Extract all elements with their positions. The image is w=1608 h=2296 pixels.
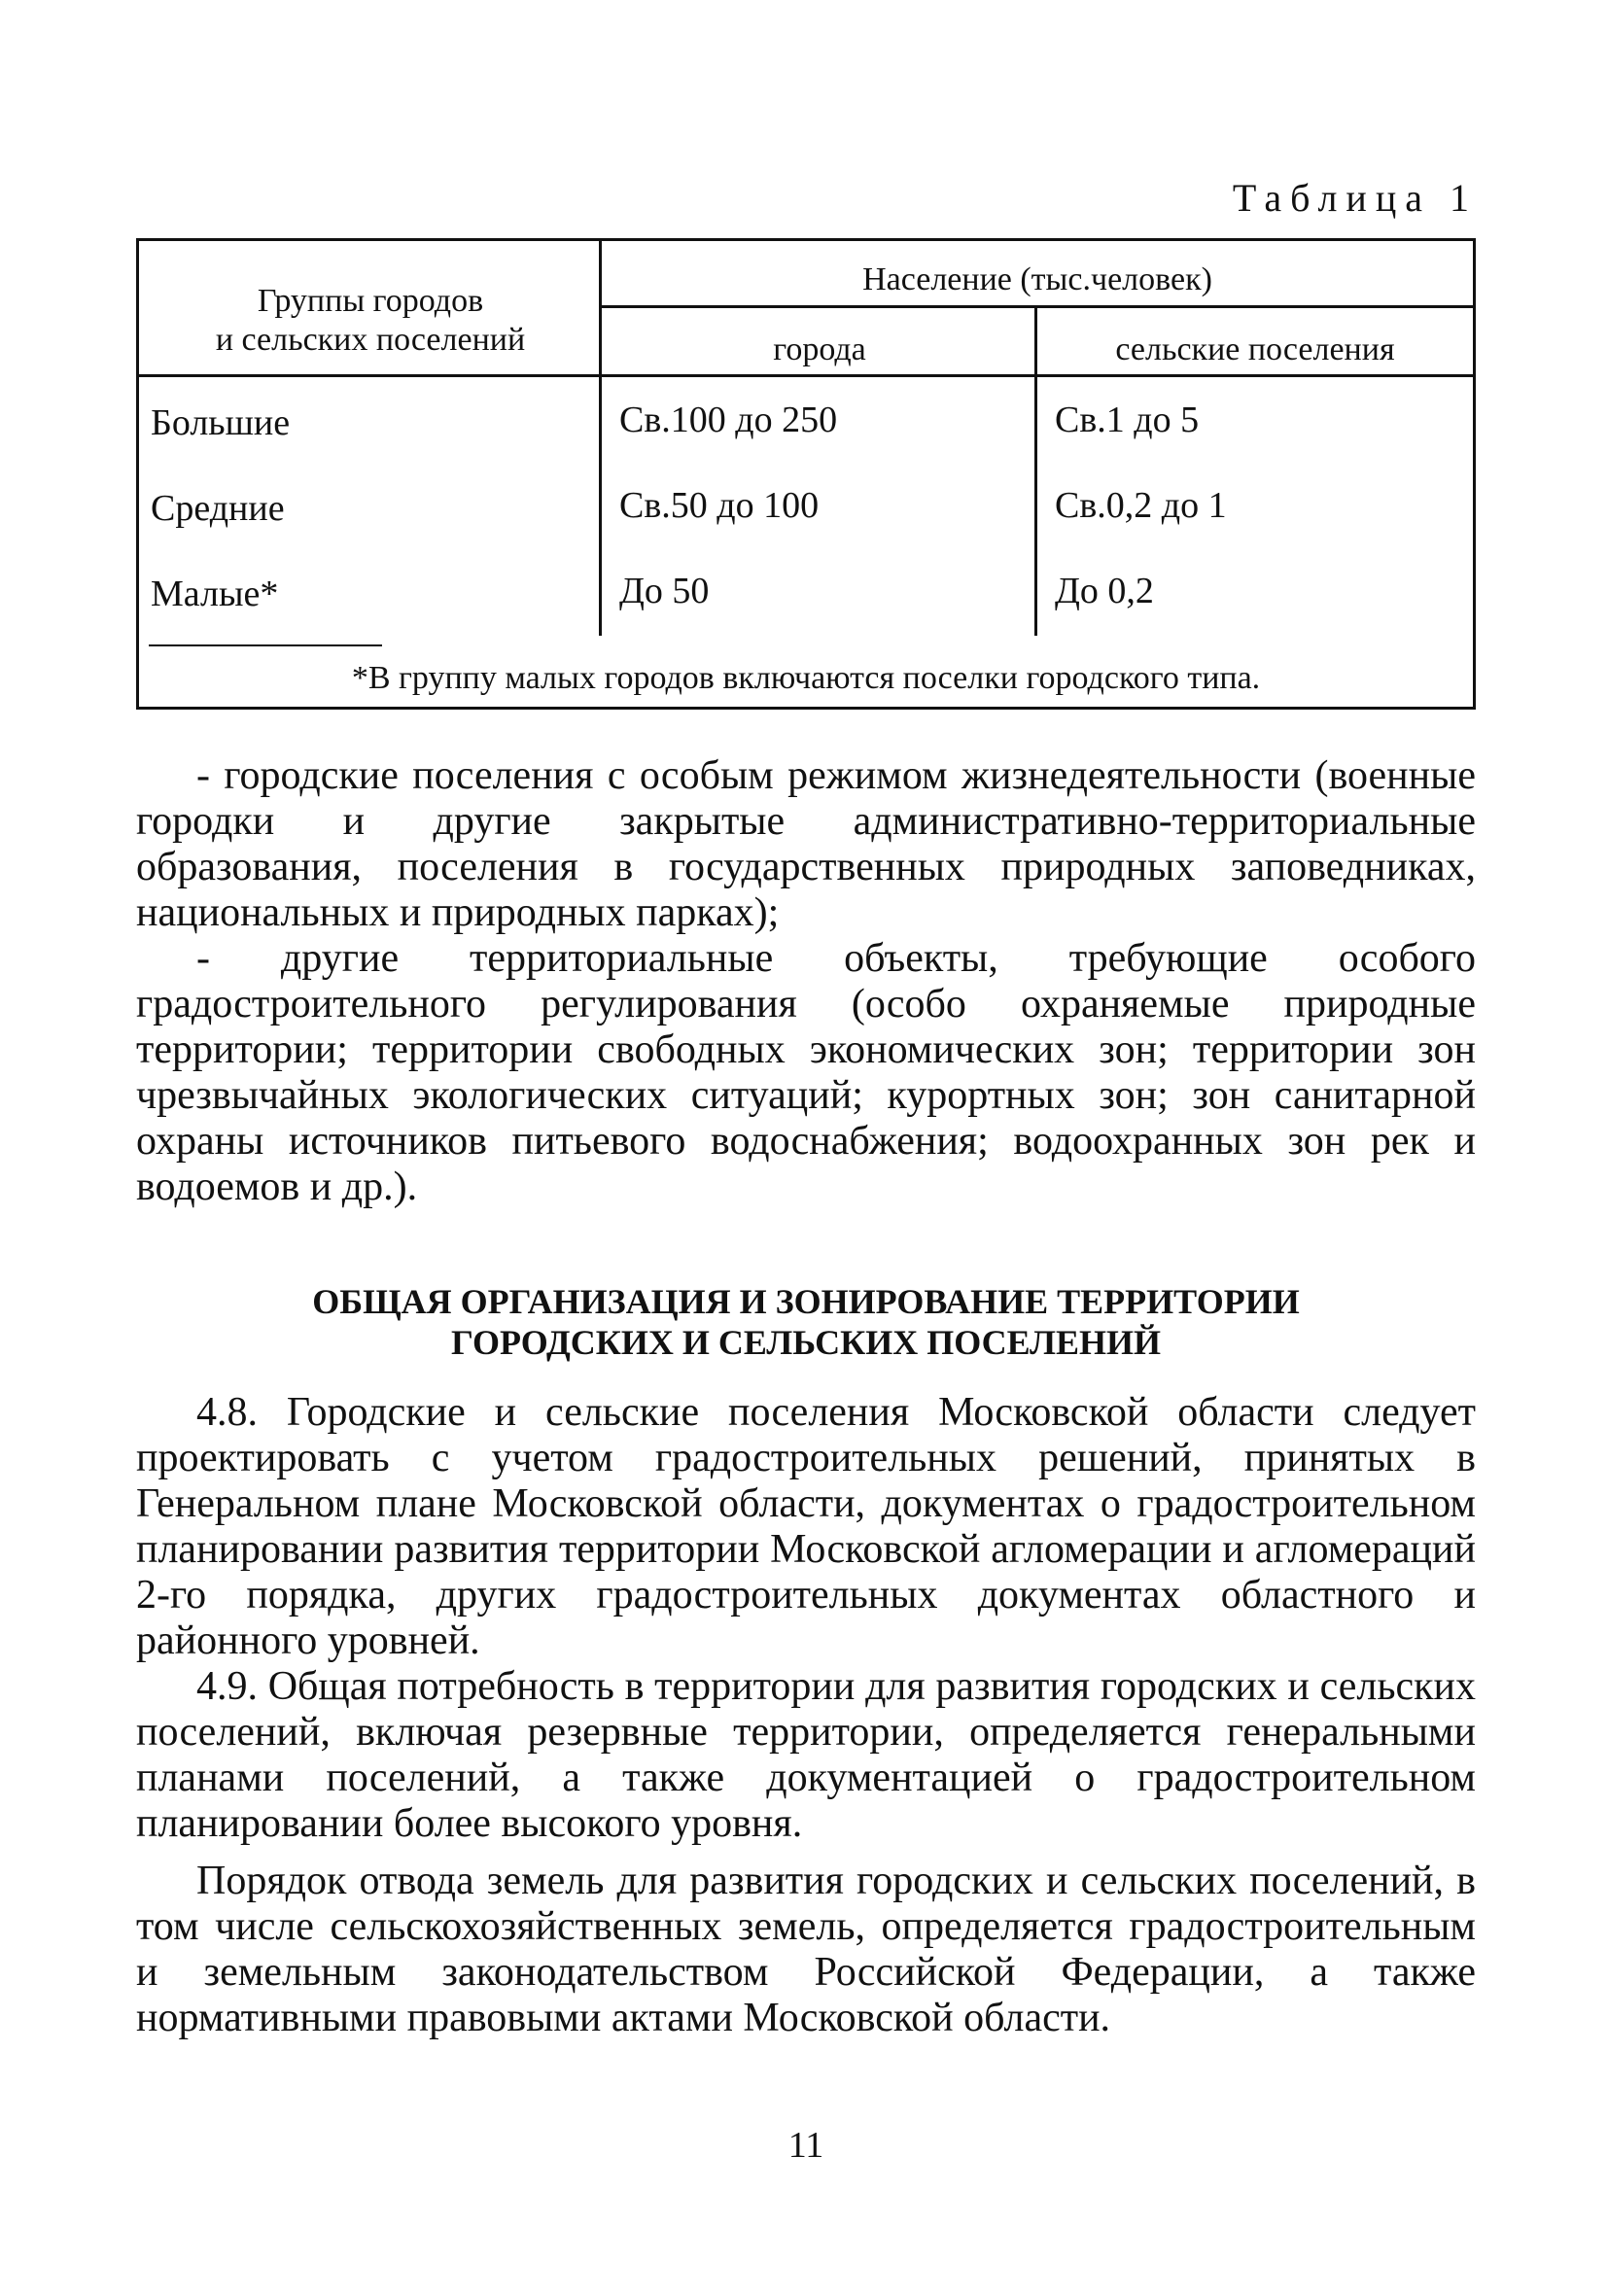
body-text-bottom xyxy=(136,1390,1476,2041)
table-divider xyxy=(599,490,602,636)
header-groups xyxy=(139,282,602,360)
table-cell-group: Средние xyxy=(151,488,285,529)
header-population: Население (тыс.человек) xyxy=(862,261,1212,297)
page-number: 11 xyxy=(787,2125,824,2166)
section-heading-line1: ОБЩАЯ ОРГАНИЗАЦИЯ И ЗОНИРОВАНИЕ ТЕРРИТОРИИ xyxy=(312,1282,1300,1321)
table-divider xyxy=(599,305,1473,308)
header-groups-line2: и сельских поселений xyxy=(215,322,526,358)
body-text-top xyxy=(136,753,1476,1210)
paragraph: - другие территориальные объекты, требующие особого градостроительного регулирования (особо охраняемые природные территории; территории свободных экономических зон; территории зон чрезвычайных экологических ситуаций; курортных зон; зон санитарной охраны источников питьевого водоснабжения; водоохранных зон рек и водоемов и др.). xyxy=(136,936,1476,1209)
header-groups-line1: Группы городов xyxy=(257,283,484,319)
header-cities: города xyxy=(773,331,866,367)
table-caption: Таблица 1 xyxy=(1232,176,1478,220)
table-cell-group: Малые* xyxy=(151,574,279,614)
paragraph: 4.9. Общая потребность в территории для развития городских и сельских поселений, включая резервные территории, определяется генеральными планами поселений, а также документацией о градостроительном планировании более высокого уровня. xyxy=(136,1664,1476,1846)
table-cell-group: Большие xyxy=(151,402,291,443)
table-cell-cities: Св.50 до 100 xyxy=(619,485,820,526)
footnote-rule xyxy=(149,644,382,646)
paragraph: - городские поселения с особым режимом жизнедеятельности (военные городки и другие закрытые административно-территориальные образования, поселения в государственных природных заповедниках, национальных и природных парках); xyxy=(136,753,1476,935)
section-heading-line2: ГОРОДСКИХ И СЕЛЬСКИХ ПОСЕЛЕНИЙ xyxy=(450,1323,1162,1362)
header-rural: сельские поселения xyxy=(1115,331,1395,367)
table-cell-rural: До 0,2 xyxy=(1055,571,1154,611)
table-cell-rural: Св.1 до 5 xyxy=(1055,400,1200,440)
paragraph: 4.8. Городские и сельские поселения Московской области следует проектировать с учетом градостроительных решений, принятых в Генеральном плане Московской области, документах о градостроительном планировании развития территории Московской агломерации и агломераций 2-го порядка, других градостроительных документах областного и районного уровней. xyxy=(136,1390,1476,1663)
population-table xyxy=(136,238,1476,710)
table-cell-rural: Св.0,2 до 1 xyxy=(1055,485,1227,526)
table-cell-cities: Св.100 до 250 xyxy=(619,400,838,440)
table-footnote: *В группу малых городов включаются поселки городского типа. xyxy=(351,660,1261,696)
section-heading xyxy=(136,1281,1476,1363)
table-divider xyxy=(139,374,1473,377)
paragraph: Порядок отвода земель для развития городских и сельских поселений, в том числе сельскохозяйственных земель, определяется градостроительным и земельным законодательством Российской Федерации, а также нормативными правовыми актами Московской области. xyxy=(136,1859,1476,2040)
table-cell-cities: До 50 xyxy=(619,571,710,611)
